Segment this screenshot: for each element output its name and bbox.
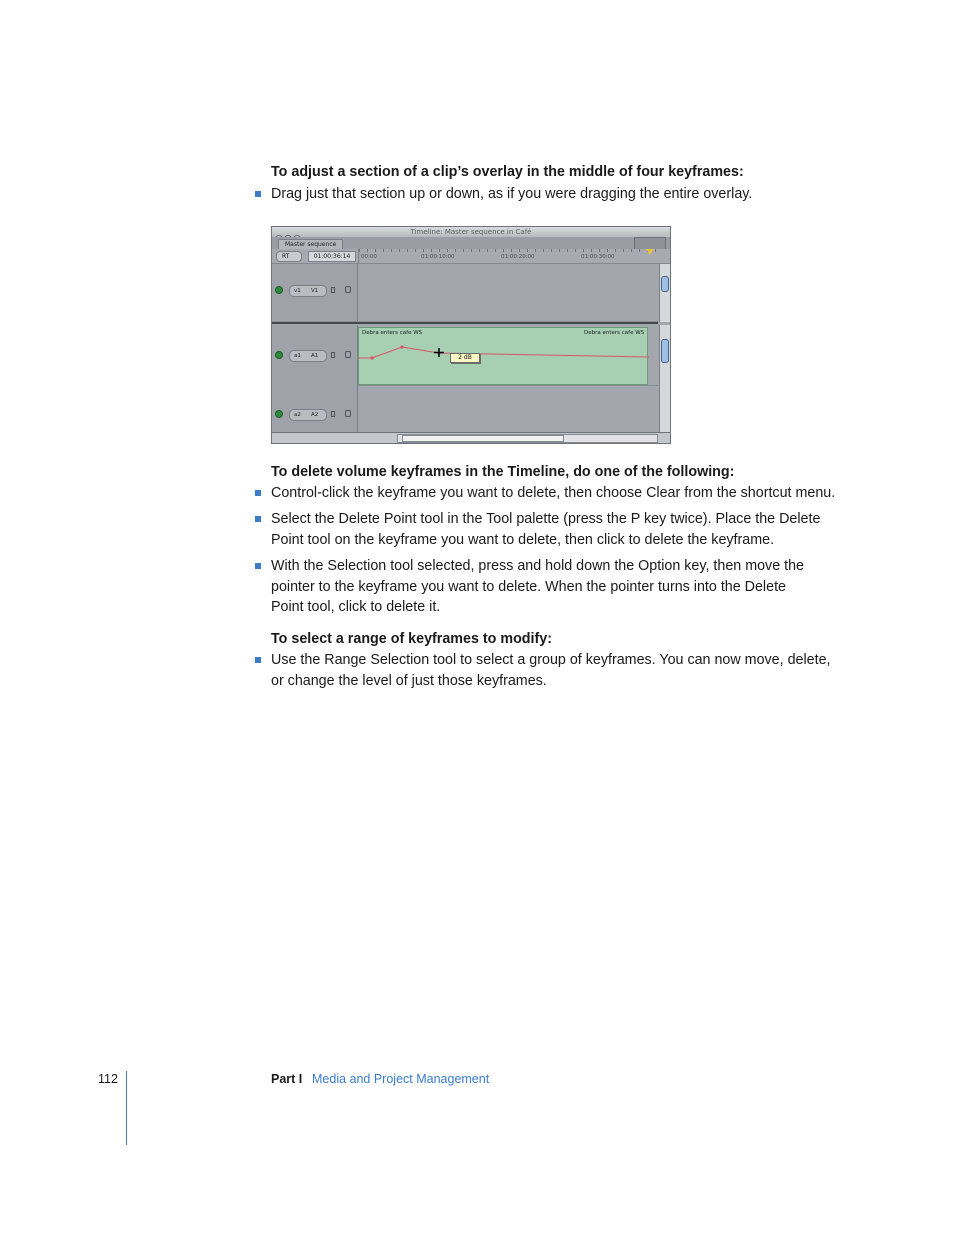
bullet-text: Use the Range Selection tool to select a group of keyframes. You can now move, delete, or change the level of just those keyframes. — [271, 652, 831, 689]
track-visibility-icon — [275, 286, 283, 294]
track-a1 — [272, 325, 658, 386]
scroll-thumb — [661, 339, 669, 363]
keyframe — [370, 356, 373, 359]
bullet-text: Drag just that section up or down, as if you were dragging the entire overlay. — [271, 186, 753, 202]
footer-rule — [126, 1071, 127, 1145]
dest-label: V1 — [311, 288, 319, 294]
patch-control — [289, 285, 327, 297]
timecode-field: 01:00:36:14 — [308, 251, 356, 262]
track-header — [272, 264, 358, 321]
track-v1 — [272, 264, 658, 322]
bullet-marker — [255, 657, 261, 663]
section-heading: To adjust a section of a clip’s overlay in the middle of four keyframes: — [271, 164, 744, 180]
video-scrollbar — [659, 264, 670, 322]
window-title: Timeline: Master sequence in Café — [410, 228, 532, 236]
auto-select-icon — [345, 351, 351, 358]
lock-icon — [331, 352, 335, 358]
time-ruler — [358, 249, 660, 263]
bullet-text: With the Selection tool selected, press and hold down the Option key, then move the pointer to the keyframe you want to delete. When the pointer turns into the Delete Point tool, click to delete it. — [271, 558, 805, 616]
ruler-label: 01:00:30:00 — [581, 254, 615, 260]
bullet-text: Select the Delete Point tool in the Tool palette (press the P key twice). Place the Delete Point tool on the keyframe you want to delete, then click to delete the keyframe. — [271, 511, 821, 548]
timeline-controls — [272, 249, 670, 264]
patch-control — [289, 409, 327, 421]
section-heading: To select a range of keyframes to modify: — [271, 631, 552, 647]
ruler-label: 00:00 — [361, 254, 377, 260]
auto-select-icon — [345, 410, 351, 417]
track-a2 — [272, 385, 658, 435]
bullet-marker — [255, 516, 261, 522]
bullet-marker — [255, 191, 261, 197]
horizontal-scrollbar — [397, 434, 658, 443]
section-heading: To delete volume keyframes in the Timeline, do one of the following: — [271, 464, 735, 480]
level-tooltip: 2 dB — [450, 353, 480, 363]
lock-icon — [331, 411, 335, 417]
audio-scrollbar — [659, 325, 670, 434]
scroll-thumb — [402, 435, 564, 442]
ruler-label: 01:00:20:00 — [501, 254, 535, 260]
track-divider — [272, 322, 658, 324]
patch-control — [289, 350, 327, 362]
dest-label: A1 — [311, 353, 319, 359]
ruler-label: 01:00:10:00 — [421, 254, 455, 260]
auto-select-icon — [345, 286, 351, 293]
ruler-ticks — [359, 249, 660, 252]
audio-clip — [358, 327, 648, 385]
bullet-text: Control-click the keyframe you want to delete, then choose Clear from the shortcut menu. — [271, 485, 836, 501]
track-header — [272, 325, 358, 385]
keyframe — [400, 345, 403, 348]
source-label: a1 — [294, 353, 301, 359]
track-audible-icon — [275, 351, 283, 359]
timeline-bottom-bar — [272, 432, 670, 443]
lock-icon — [331, 287, 335, 293]
sequence-tab: Master sequence — [278, 239, 343, 250]
bullet-marker — [255, 490, 261, 496]
playhead-icon — [646, 249, 654, 255]
clip-label: Debra enters cafe WS — [362, 330, 423, 336]
source-label: v1 — [294, 288, 301, 294]
rt-button: RT — [276, 251, 302, 262]
source-label: a2 — [294, 412, 301, 418]
track-header — [272, 385, 358, 434]
bullet-marker — [255, 563, 261, 569]
tab-row — [272, 237, 670, 249]
clip-label: Debra enters cafe WS — [584, 330, 645, 336]
dest-label: A2 — [311, 412, 319, 418]
move-cursor-icon — [434, 348, 444, 357]
track-audible-icon — [275, 410, 283, 418]
footer-chapter-title: Media and Project Management — [312, 1072, 490, 1086]
page-number: 112 — [98, 1072, 118, 1086]
volume-overlay — [359, 328, 649, 386]
timeline-screenshot — [271, 226, 671, 444]
scroll-thumb — [661, 276, 669, 292]
footer-part: Part I — [271, 1072, 303, 1086]
